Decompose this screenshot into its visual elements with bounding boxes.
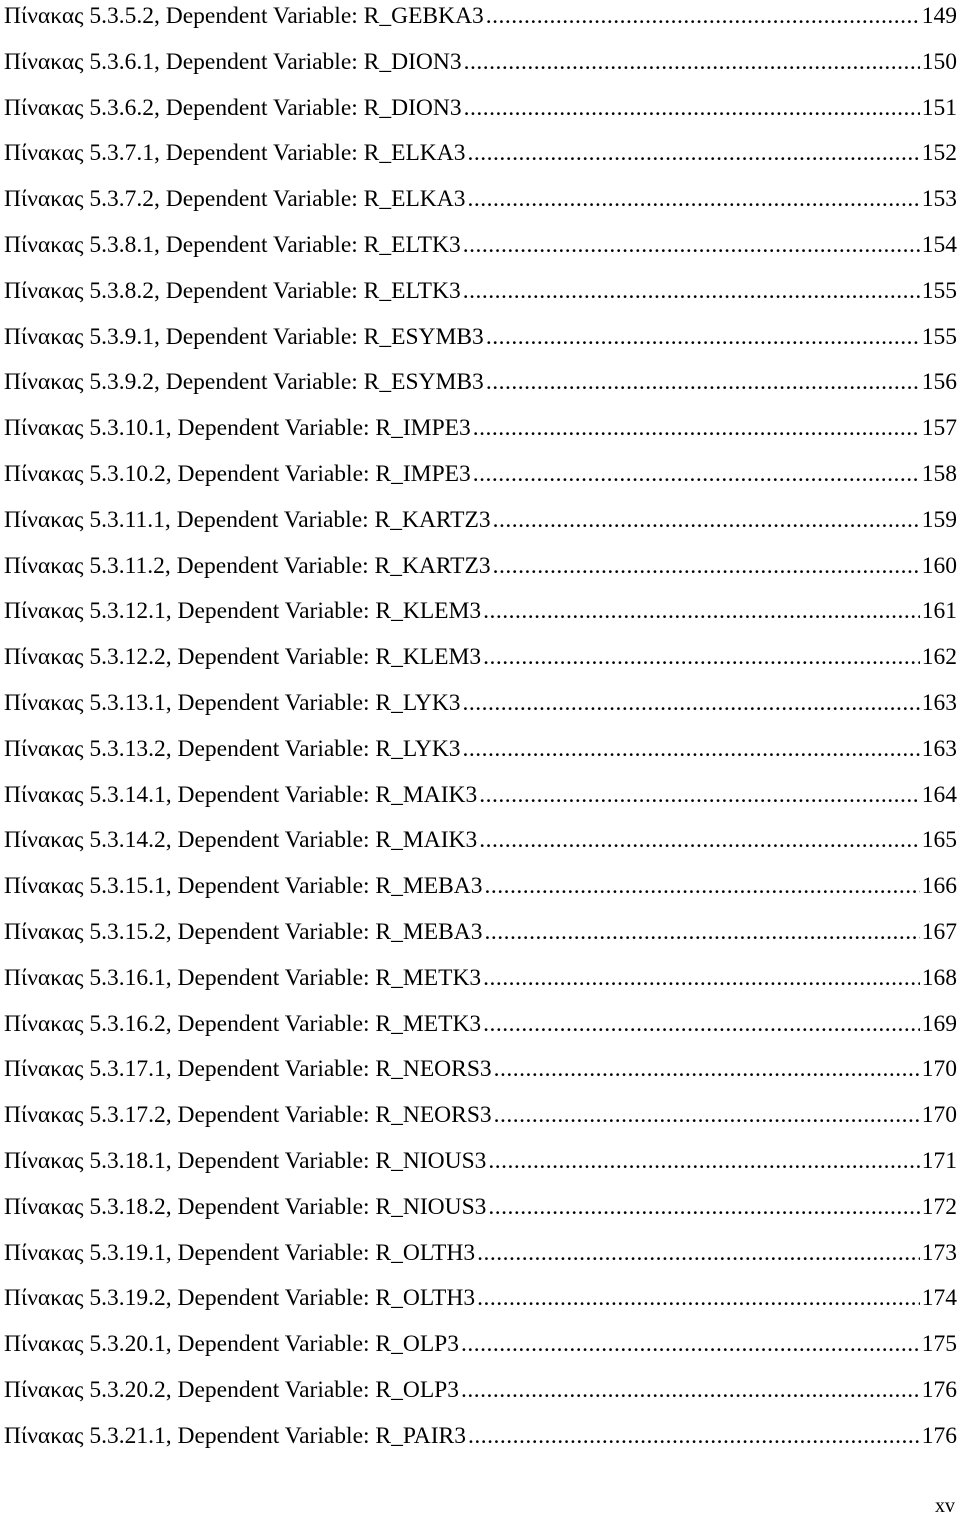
toc-entry-title: Πίνακας 5.3.11.2, Dependent Variable: R_KARTZ3 bbox=[4, 552, 491, 579]
toc-entry-title: Πίνακας 5.3.12.1, Dependent Variable: R_KLEM3 bbox=[4, 598, 482, 625]
dot-leader bbox=[485, 872, 920, 900]
toc-entry-page: 173 bbox=[921, 1239, 957, 1266]
toc-entry-page: 170 bbox=[921, 1056, 957, 1083]
dot-leader bbox=[493, 552, 920, 580]
toc-entry-page: 155 bbox=[921, 323, 957, 350]
toc-entry[interactable] bbox=[4, 1374, 957, 1420]
toc-entry[interactable] bbox=[4, 412, 957, 458]
toc-entry-page: 167 bbox=[921, 918, 957, 945]
toc-entry-page: 171 bbox=[921, 1147, 957, 1174]
toc-entry-title: Πίνακας 5.3.10.1, Dependent Variable: R_IMPE3 bbox=[4, 415, 471, 442]
dot-leader bbox=[493, 506, 920, 534]
toc-entry-title: Πίνακας 5.3.13.2, Dependent Variable: R_LYK3 bbox=[4, 735, 461, 762]
toc-entry-title: Πίνακας 5.3.18.2, Dependent Variable: R_NIOUS3 bbox=[4, 1193, 487, 1220]
toc-entry[interactable] bbox=[4, 962, 957, 1008]
toc-entry-title: Πίνακας 5.3.11.1, Dependent Variable: R_KARTZ3 bbox=[4, 506, 491, 533]
toc-entry-title: Πίνακας 5.3.20.2, Dependent Variable: R_OLP3 bbox=[4, 1376, 459, 1403]
toc-entry-title: Πίνακας 5.3.21.1, Dependent Variable: R_PAIR3 bbox=[4, 1422, 466, 1449]
dot-leader bbox=[468, 139, 920, 167]
dot-leader bbox=[461, 1330, 920, 1358]
toc-entry-title: Πίνακας 5.3.6.2, Dependent Variable: R_DION3 bbox=[4, 94, 462, 121]
dot-leader bbox=[488, 1147, 919, 1175]
toc-entry-title: Πίνακας 5.3.12.2, Dependent Variable: R_KLEM3 bbox=[4, 644, 482, 671]
toc-entry-title: Πίνακας 5.3.8.2, Dependent Variable: R_ELTK3 bbox=[4, 277, 461, 304]
toc-entry-page: 160 bbox=[921, 552, 957, 579]
toc-entry[interactable] bbox=[4, 1008, 957, 1054]
dot-leader bbox=[463, 689, 920, 717]
toc-entry[interactable] bbox=[4, 275, 957, 321]
toc-entry-page: 153 bbox=[921, 186, 957, 213]
toc-entry[interactable] bbox=[4, 1053, 957, 1099]
toc-entry-page: 154 bbox=[921, 231, 957, 258]
dot-leader bbox=[464, 48, 920, 76]
toc-entry[interactable] bbox=[4, 0, 957, 46]
toc-entry[interactable] bbox=[4, 1191, 957, 1237]
toc-entry-page: 166 bbox=[921, 873, 957, 900]
toc-entry-page: 152 bbox=[921, 140, 957, 167]
toc-entry-title: Πίνακας 5.3.9.1, Dependent Variable: R_ESYMB3 bbox=[4, 323, 484, 350]
page-number: xv bbox=[935, 1495, 955, 1517]
toc-entry[interactable] bbox=[4, 824, 957, 870]
toc-entry-title: Πίνακας 5.3.7.1, Dependent Variable: R_ELKA3 bbox=[4, 140, 466, 167]
toc-entry-title: Πίνακας 5.3.13.1, Dependent Variable: R_LYK3 bbox=[4, 689, 461, 716]
toc-entry-page: 156 bbox=[921, 369, 957, 396]
dot-leader bbox=[488, 1193, 919, 1221]
dot-leader bbox=[483, 597, 920, 625]
dot-leader bbox=[483, 964, 920, 992]
toc-entry[interactable] bbox=[4, 229, 957, 275]
toc-entry-page: 155 bbox=[921, 277, 957, 304]
toc-entry-page: 168 bbox=[921, 964, 957, 991]
toc-entry-title: Πίνακας 5.3.9.2, Dependent Variable: R_ESYMB3 bbox=[4, 369, 484, 396]
toc-entry-title: Πίνακας 5.3.10.2, Dependent Variable: R_IMPE3 bbox=[4, 460, 471, 487]
dot-leader bbox=[485, 918, 920, 946]
toc-entry-page: 164 bbox=[921, 781, 957, 808]
toc-entry[interactable] bbox=[4, 1099, 957, 1145]
dot-leader bbox=[494, 1101, 920, 1129]
toc-entry-page: 150 bbox=[921, 48, 957, 75]
toc-entry-title: Πίνακας 5.3.20.1, Dependent Variable: R_OLP3 bbox=[4, 1331, 459, 1358]
toc-entry[interactable] bbox=[4, 550, 957, 596]
toc-entry[interactable] bbox=[4, 137, 957, 183]
toc-entry-title: Πίνακας 5.3.15.1, Dependent Variable: R_MEBA3 bbox=[4, 873, 483, 900]
toc-entry-page: 170 bbox=[921, 1102, 957, 1129]
dot-leader bbox=[468, 185, 920, 213]
toc-entry[interactable] bbox=[4, 1420, 957, 1466]
toc-entry[interactable] bbox=[4, 1282, 957, 1328]
dot-leader bbox=[477, 1284, 920, 1312]
dot-leader bbox=[486, 2, 920, 30]
toc-entry-title: Πίνακας 5.3.19.1, Dependent Variable: R_OLTH3 bbox=[4, 1239, 476, 1266]
dot-leader bbox=[479, 781, 919, 809]
dot-leader bbox=[477, 1239, 920, 1267]
toc-entry[interactable] bbox=[4, 687, 957, 733]
toc-entry-page: 163 bbox=[921, 689, 957, 716]
dot-leader bbox=[483, 1010, 920, 1038]
dot-leader bbox=[463, 735, 920, 763]
dot-leader bbox=[473, 460, 920, 488]
toc-entry[interactable] bbox=[4, 366, 957, 412]
toc-entry[interactable] bbox=[4, 733, 957, 779]
toc-entry-page: 162 bbox=[921, 644, 957, 671]
dot-leader bbox=[463, 231, 920, 259]
toc-entry[interactable] bbox=[4, 779, 957, 825]
toc-entry-title: Πίνακας 5.3.14.2, Dependent Variable: R_MAIK3 bbox=[4, 827, 478, 854]
dot-leader bbox=[468, 1422, 920, 1450]
table-of-contents bbox=[4, 0, 957, 1466]
toc-entry-page: 175 bbox=[921, 1331, 957, 1358]
dot-leader bbox=[494, 1055, 920, 1083]
toc-entry-title: Πίνακας 5.3.8.1, Dependent Variable: R_ELTK3 bbox=[4, 231, 461, 258]
toc-entry[interactable] bbox=[4, 504, 957, 550]
dot-leader bbox=[461, 1376, 920, 1404]
toc-entry-title: Πίνακας 5.3.16.1, Dependent Variable: R_METK3 bbox=[4, 964, 482, 991]
toc-entry-title: Πίνακας 5.3.14.1, Dependent Variable: R_MAIK3 bbox=[4, 781, 478, 808]
toc-entry-title: Πίνακας 5.3.15.2, Dependent Variable: R_MEBA3 bbox=[4, 918, 483, 945]
toc-entry[interactable] bbox=[4, 1145, 957, 1191]
toc-entry-page: 161 bbox=[921, 598, 957, 625]
toc-entry-page: 157 bbox=[921, 415, 957, 442]
dot-leader bbox=[473, 414, 920, 442]
toc-entry[interactable] bbox=[4, 183, 957, 229]
dot-leader bbox=[483, 643, 920, 671]
toc-entry-title: Πίνακας 5.3.6.1, Dependent Variable: R_DION3 bbox=[4, 48, 462, 75]
toc-entry-title: Πίνακας 5.3.5.2, Dependent Variable: R_GEBKA3 bbox=[4, 3, 484, 29]
toc-entry[interactable] bbox=[4, 321, 957, 367]
toc-entry-title: Πίνακας 5.3.19.2, Dependent Variable: R_OLTH3 bbox=[4, 1285, 476, 1312]
toc-entry[interactable] bbox=[4, 46, 957, 92]
dot-leader bbox=[464, 94, 920, 122]
toc-entry-page: 176 bbox=[921, 1422, 957, 1449]
toc-entry-title: Πίνακας 5.3.18.1, Dependent Variable: R_NIOUS3 bbox=[4, 1147, 487, 1174]
toc-entry-title: Πίνακας 5.3.17.1, Dependent Variable: R_NEORS3 bbox=[4, 1056, 492, 1083]
toc-entry[interactable] bbox=[4, 595, 957, 641]
dot-leader bbox=[463, 277, 920, 305]
toc-entry-title: Πίνακας 5.3.17.2, Dependent Variable: R_NEORS3 bbox=[4, 1102, 492, 1129]
toc-entry-page: 172 bbox=[921, 1193, 957, 1220]
toc-entry-title: Πίνακας 5.3.7.2, Dependent Variable: R_ELKA3 bbox=[4, 186, 466, 213]
toc-entry-page: 176 bbox=[921, 1376, 957, 1403]
toc-entry[interactable] bbox=[4, 458, 957, 504]
toc-entry-page: 159 bbox=[921, 506, 957, 533]
toc-entry[interactable] bbox=[4, 1237, 957, 1283]
toc-entry-page: 169 bbox=[921, 1010, 957, 1037]
toc-entry[interactable] bbox=[4, 916, 957, 962]
toc-entry-page: 163 bbox=[921, 735, 957, 762]
toc-entry[interactable] bbox=[4, 1328, 957, 1374]
toc-entry[interactable] bbox=[4, 92, 957, 138]
dot-leader bbox=[486, 368, 920, 396]
toc-entry-page: 165 bbox=[921, 827, 957, 854]
toc-entry-page: 151 bbox=[921, 94, 957, 121]
toc-entry-page: 174 bbox=[921, 1285, 957, 1312]
toc-entry-title: Πίνακας 5.3.16.2, Dependent Variable: R_METK3 bbox=[4, 1010, 482, 1037]
toc-entry[interactable] bbox=[4, 641, 957, 687]
toc-entry-page: 149 bbox=[921, 3, 957, 29]
dot-leader bbox=[486, 323, 920, 351]
toc-entry-page: 158 bbox=[921, 460, 957, 487]
toc-entry[interactable] bbox=[4, 870, 957, 916]
dot-leader bbox=[479, 826, 919, 854]
